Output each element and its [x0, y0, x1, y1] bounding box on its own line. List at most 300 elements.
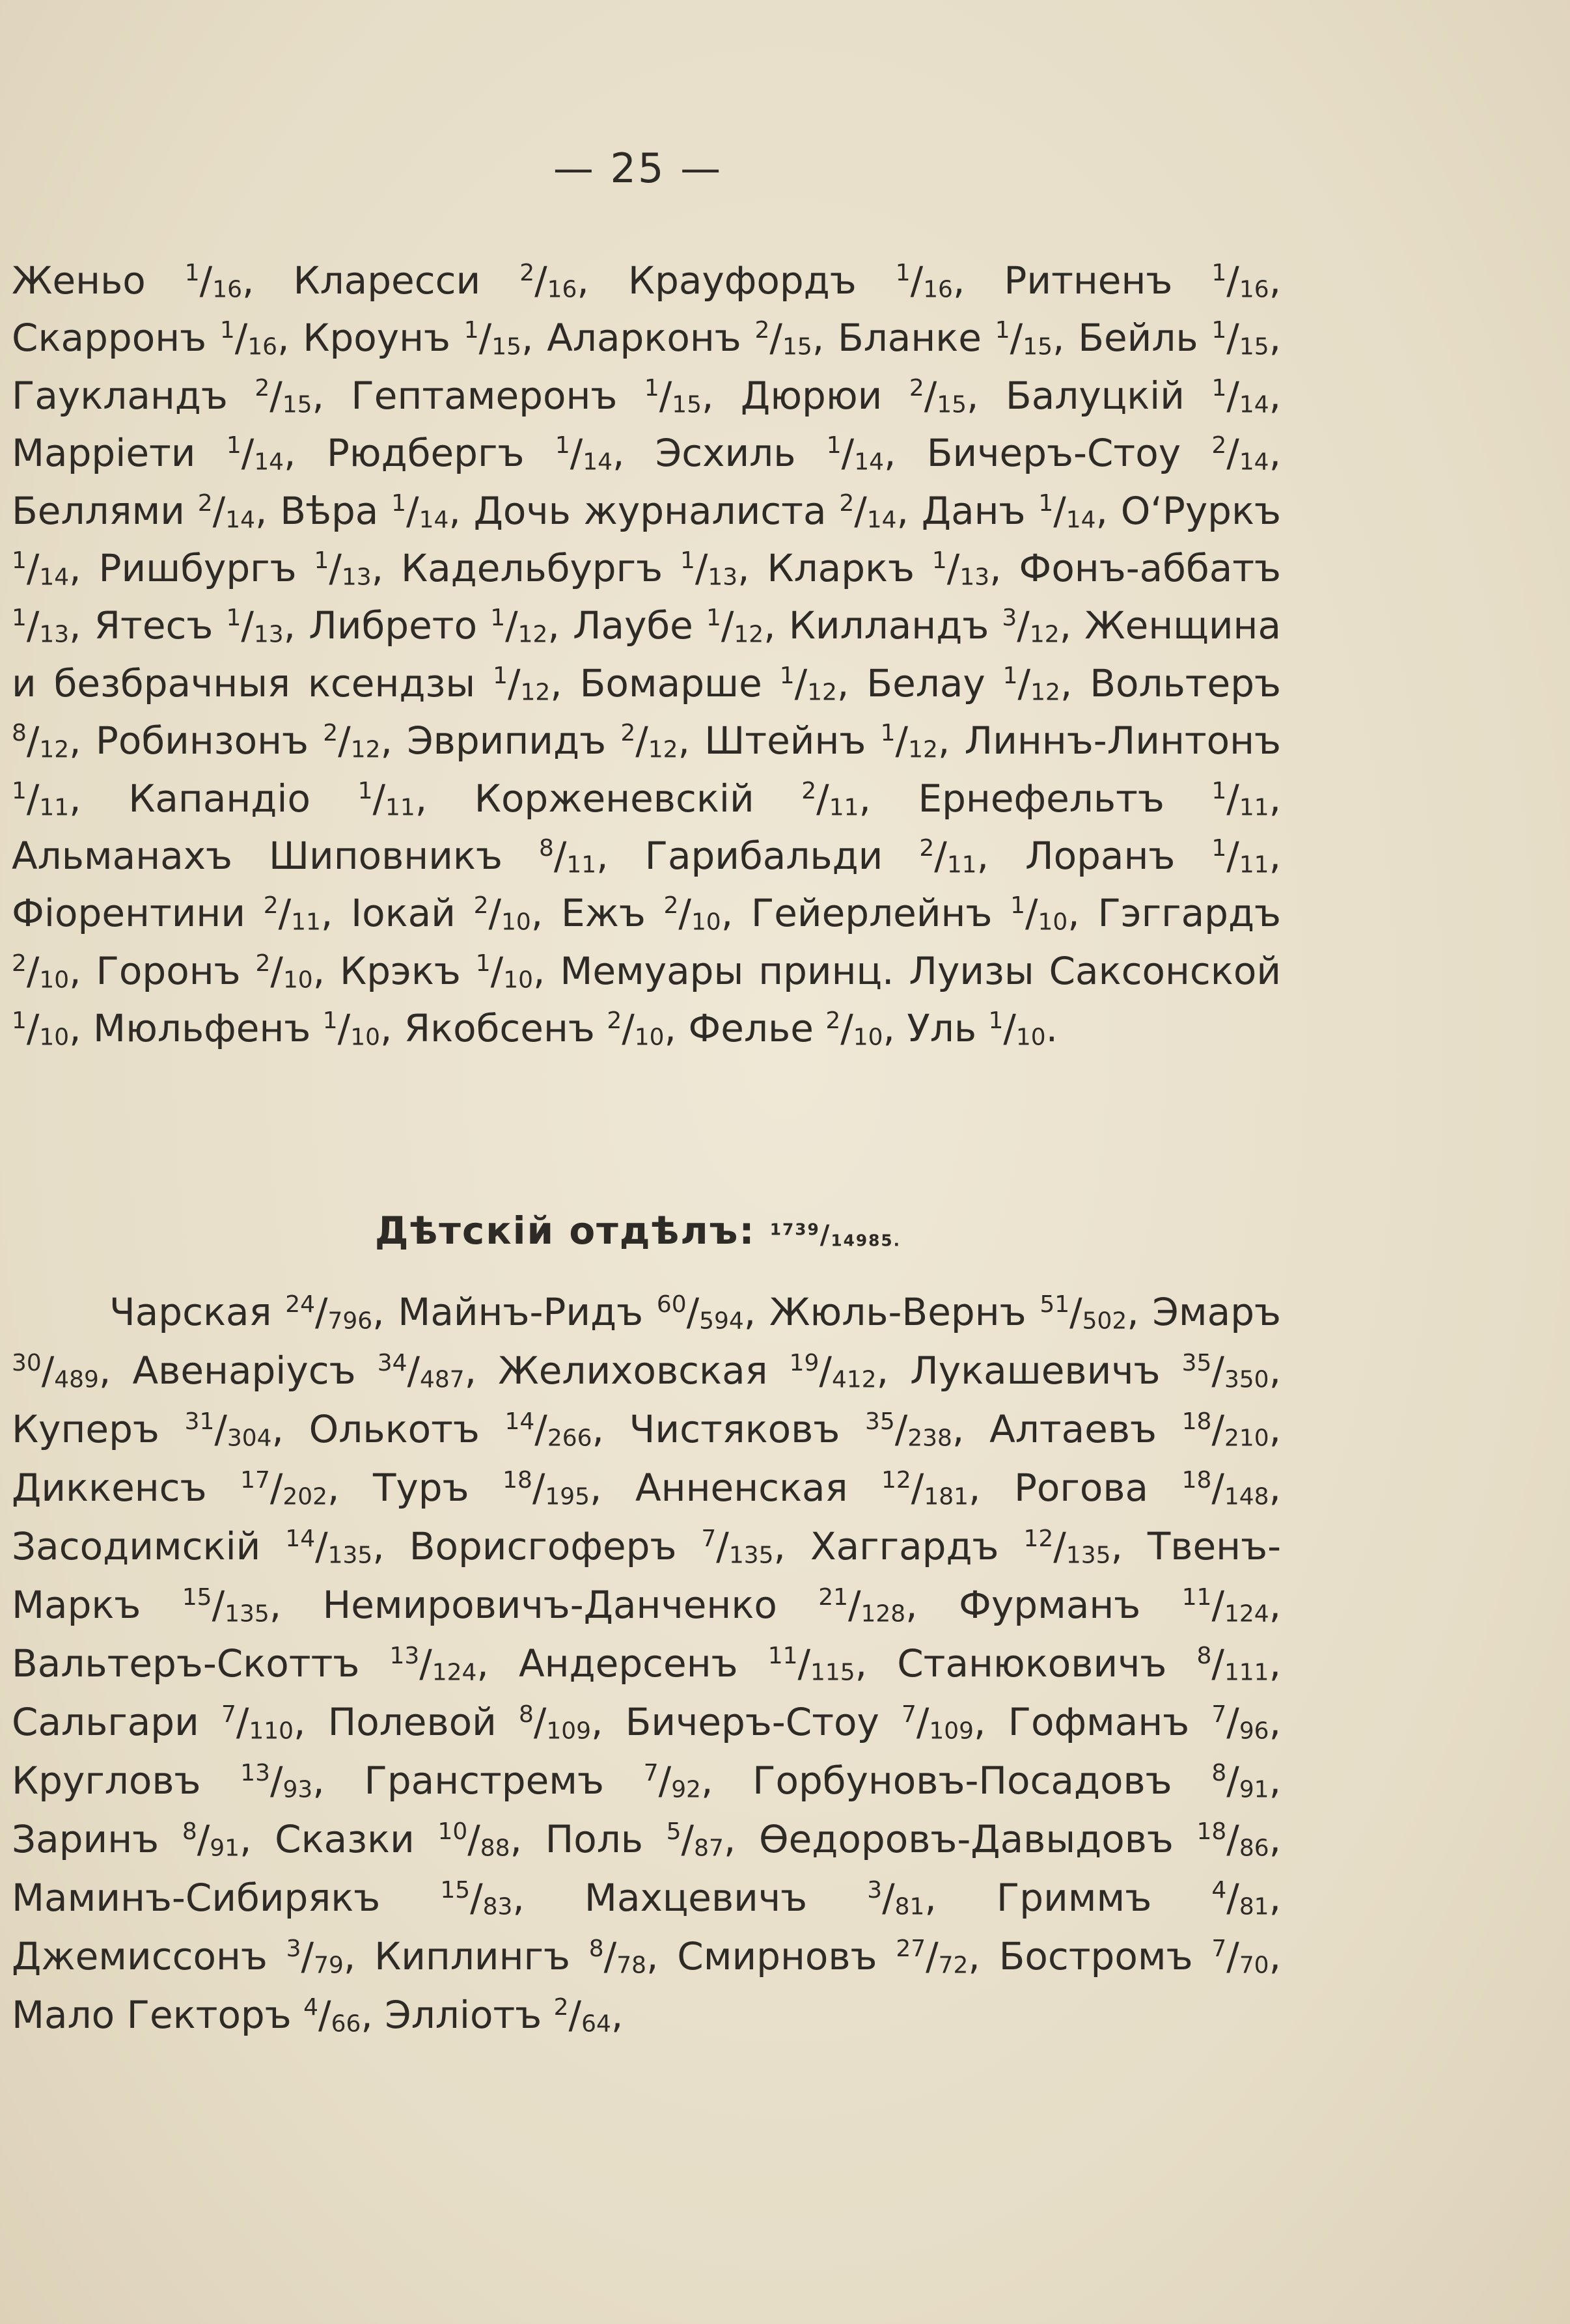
entry-count: 18 — [1196, 1818, 1227, 1846]
entry-total: 11 — [829, 794, 859, 821]
entry: Чистяковъ $^{35}/_{238}$, — [629, 1407, 990, 1452]
entry-total: 12 — [350, 736, 381, 763]
entry: Маминъ-Сибирякъ $^{15}/_{83}$, — [12, 1876, 585, 1921]
entry-name: Кроунъ — [303, 316, 464, 361]
entry-count: 27 — [896, 1935, 926, 1963]
entry-name: Станюковичъ — [897, 1641, 1197, 1686]
entry-name: Твенъ-Маркъ — [12, 1524, 1281, 1627]
entry: Крэкъ $^1/_{10}$, — [340, 948, 560, 994]
entry-name: Килландъ — [788, 603, 1002, 648]
children-entries — [12, 1290, 1281, 2037]
entry: Засодимскій $^{14}/_{135}$, — [12, 1524, 409, 1569]
entry-count: 1 — [1211, 375, 1227, 402]
entry-total: 81 — [1239, 1893, 1269, 1921]
entry-total: 202 — [282, 1483, 328, 1511]
entry-total: 135 — [728, 1542, 774, 1569]
entry-name: Гофманъ — [1008, 1700, 1212, 1744]
entry-total: 83 — [482, 1893, 513, 1921]
entry-name: Анненская — [635, 1466, 882, 1510]
entry-name: Эмаръ — [1152, 1290, 1281, 1334]
entry: Жюль-Вернъ $^{51}/_{502}$, — [769, 1290, 1153, 1335]
entry-count: 1 — [644, 375, 659, 402]
entry-count: 2 — [12, 950, 27, 977]
entry-total: 16 — [247, 333, 278, 361]
entry-count: 30 — [12, 1350, 42, 1377]
entry-name: Фонъ-аббатъ — [1019, 546, 1282, 591]
entry-name: Вальтеръ-Скоттъ — [12, 1641, 390, 1686]
entry: Кларесси $^2/_{16}$, — [293, 258, 628, 303]
entry-name: Гаукландъ — [12, 373, 255, 418]
entry-total: 13 — [341, 564, 372, 591]
entry: Олькотъ $^{14}/_{266}$, — [309, 1407, 629, 1452]
entry-count: 18 — [503, 1467, 532, 1494]
entry-name: Вѣра — [280, 488, 392, 533]
entry-count: 1 — [490, 605, 506, 632]
entry-count: 14 — [285, 1525, 316, 1553]
entry-name: Жюль-Вернъ — [769, 1290, 1040, 1334]
entry-name: Чистяковъ — [629, 1407, 865, 1451]
entry-total: 11 — [1239, 794, 1269, 821]
entry-total: 111 — [1224, 1659, 1269, 1686]
entry-count: 1 — [1211, 260, 1227, 287]
entry-total: 72 — [938, 1952, 969, 1979]
entry-total: 13 — [708, 564, 738, 591]
entry-name: Альманахъ Шиповникъ — [12, 834, 539, 879]
entry-count: 1 — [1211, 777, 1227, 804]
entry-total: 266 — [547, 1425, 592, 1452]
entry-name: Корженевскій — [474, 776, 802, 821]
entry-name: Ернефельтъ — [918, 776, 1212, 821]
entry-name: Лукашевичъ — [910, 1348, 1182, 1393]
entry-name: Полевой — [327, 1700, 519, 1744]
entry-total: 79 — [314, 1952, 344, 1979]
entry-count: 7 — [1211, 1701, 1227, 1729]
entry-name: Заринъ — [12, 1817, 182, 1861]
entry-total: 10 — [39, 1024, 70, 1051]
entry-total: 88 — [480, 1835, 510, 1862]
entry-count: 8 — [518, 1701, 534, 1729]
entry-name: Майнъ-Ридъ — [398, 1290, 657, 1334]
entry-name: Скарронъ — [12, 316, 220, 361]
entry-name: Куперъ — [12, 1407, 185, 1451]
entry-total: 14 — [254, 448, 284, 476]
entry-count: 13 — [389, 1643, 420, 1670]
entry-count: 1 — [219, 317, 235, 344]
entry-total: 12 — [734, 621, 764, 648]
entry-total: 14 — [1066, 506, 1096, 534]
entry: Горонъ $^2/_{10}$, — [96, 948, 340, 994]
entry-total: 64 — [581, 2010, 611, 2038]
entry-count: 31 — [184, 1408, 215, 1436]
entry-total: 10 — [501, 909, 531, 936]
entry-name: Дюрюи — [740, 373, 909, 418]
entry-total: 87 — [694, 1835, 724, 1862]
entry-name: Фурманъ — [959, 1583, 1182, 1627]
entry: Ришбургъ $^1/_{13}$, — [98, 546, 401, 591]
entry: Авенаріусъ $^{34}/_{487}$, — [132, 1348, 499, 1393]
entry-total: 96 — [1239, 1717, 1269, 1745]
section-total: $^{1739}/_{14985.}$ — [769, 1220, 902, 1250]
entry-total: 16 — [547, 276, 577, 303]
entry-count: 19 — [789, 1350, 819, 1377]
entry-count: 1 — [493, 663, 508, 690]
entry-total: 594 — [699, 1307, 744, 1335]
entry: Ернефельтъ $^1/_{11}$, — [918, 776, 1282, 821]
entry-count: 2 — [801, 777, 817, 804]
entry: Мемуары принц. Луизы Саксонской $^1/_{10}$, — [12, 948, 1282, 1051]
entry-total: 10 — [1038, 909, 1068, 936]
entry-name: Аларконъ — [547, 316, 755, 361]
entry-count: 8 — [538, 835, 554, 862]
entry-total: 14 — [583, 448, 613, 476]
entry-total: 115 — [810, 1659, 855, 1686]
entry-total: 135 — [327, 1542, 373, 1569]
entry-total: 195 — [545, 1483, 590, 1511]
entry-count: 1 — [680, 547, 695, 575]
entry-name: Робинзонъ — [95, 718, 324, 763]
entry: Гейерлейнъ $^1/_{10}$, — [751, 891, 1098, 936]
entry-total: 15 — [282, 391, 312, 418]
entry: Гарибальди $^2/_{11}$, — [644, 834, 1026, 879]
entry: Кроунъ $^1/_{15}$, — [303, 316, 547, 361]
entry: Корженевскій $^2/_{11}$, — [474, 776, 918, 821]
entry-count: 1 — [391, 489, 407, 517]
entry: Фелье $^2/_{10}$, — [688, 1006, 907, 1051]
entry-total: 124 — [1224, 1600, 1269, 1628]
entry: Кларкъ $^1/_{13}$, — [767, 546, 1019, 591]
entry-total: 11 — [1239, 851, 1269, 879]
entry-count: 11 — [1181, 1584, 1212, 1611]
entry-total: 14 — [1239, 391, 1269, 418]
entry-name: Капандіо — [128, 776, 358, 821]
entry: Андерсенъ $^{11}/_{115}$, — [518, 1641, 898, 1686]
entry-total: 110 — [249, 1717, 294, 1745]
entry-name: Фіорентини — [12, 891, 264, 936]
entry: Іокай $^2/_{10}$, — [351, 891, 561, 936]
entry: Поль $^5/_{87}$, — [545, 1817, 759, 1862]
entry-name: Маминъ-Сибирякъ — [12, 1876, 441, 1920]
section-heading — [0, 1209, 1276, 1253]
entry-total: 11 — [291, 909, 321, 936]
entry-total: 66 — [331, 2010, 361, 2038]
entry-total: 81 — [894, 1893, 925, 1921]
entry-count: 1 — [184, 260, 200, 287]
entry-name: Андерсенъ — [518, 1641, 768, 1686]
entry-total: 11 — [39, 794, 70, 821]
entry-total: 10 — [634, 1024, 665, 1051]
entry: Хаггардъ $^{12}/_{135}$, — [810, 1524, 1148, 1569]
entry: Лоранъ $^1/_{11}$, — [1025, 834, 1281, 879]
entry-name: Гептамеронъ — [351, 373, 644, 418]
entry: Гофманъ $^7/_{96}$, — [1008, 1700, 1281, 1745]
entry-name: Вольтеръ — [1090, 661, 1282, 705]
entry-name: Крауфордъ — [627, 258, 896, 303]
entry-count: 3 — [286, 1935, 301, 1963]
entry-name: Кругловъ — [12, 1758, 241, 1803]
entry-name: Іокай — [351, 891, 474, 936]
entry-total: 10 — [503, 966, 533, 994]
entry-count: 1 — [555, 432, 570, 459]
entry-total: 14 — [225, 506, 255, 534]
entry-count: 1 — [895, 260, 911, 287]
entry: Штейнъ $^1/_{12}$, — [704, 718, 965, 763]
entry: Гептамеронъ $^1/_{15}$, — [351, 373, 741, 418]
entry-name: Немировичъ-Данченко — [322, 1583, 819, 1627]
entry: Смирновъ $^{27}/_{72}$, — [677, 1934, 999, 1979]
entry-total: 14 — [1239, 448, 1269, 476]
entry: Рогова $^{18}/_{148}$, — [1013, 1466, 1281, 1511]
entry-name: Эврипидъ — [407, 718, 621, 763]
page-number: — 25 — — [553, 144, 723, 192]
entry-count: 1 — [12, 1007, 27, 1035]
entry-total: 16 — [923, 276, 953, 303]
entry-count: 5 — [666, 1818, 682, 1846]
entry-total: 92 — [671, 1776, 701, 1803]
entry-count: 2 — [607, 1007, 622, 1035]
entry-count: 2 — [620, 720, 636, 747]
entry-count: 2 — [255, 950, 271, 977]
entry-name: Ритненъ — [1004, 258, 1212, 303]
entry-name: Кларкъ — [767, 546, 932, 591]
entry-name: Дочь журналиста — [473, 488, 840, 533]
entry-total: 78 — [616, 1952, 646, 1979]
entry-total: 181 — [924, 1483, 969, 1511]
entry: Гэггардъ $^2/_{10}$, — [12, 891, 1282, 994]
entry: Диккенсъ $^{17}/_{202}$, — [12, 1466, 373, 1511]
entry-count: 1 — [322, 1007, 338, 1035]
entry-count: 4 — [303, 1994, 319, 2021]
entry-count: 1 — [706, 605, 721, 632]
entry-count: 1 — [357, 777, 373, 804]
entry-total: 135 — [225, 1600, 269, 1628]
entry-name: Горбуновъ-Посадовъ — [752, 1758, 1212, 1803]
entry-count: 60 — [656, 1291, 687, 1319]
entry-name: Либрето — [309, 603, 491, 648]
entry-total: 502 — [1082, 1307, 1127, 1335]
entry-count: 13 — [240, 1760, 270, 1787]
entry-name: О‘Руркъ — [1120, 488, 1281, 533]
entry: Кругловъ $^{13}/_{93}$, — [12, 1758, 365, 1803]
entry: Гранстремъ $^7/_{92}$, — [364, 1758, 753, 1803]
entry-count: 4 — [1211, 1877, 1227, 1904]
entry-total: 11 — [385, 794, 415, 821]
entry: Ѳедоровъ-Давыдовъ $^{18}/_{86}$, — [758, 1817, 1282, 1862]
entry-count: 1 — [12, 605, 27, 632]
entry-total: 13 — [39, 621, 70, 648]
entry: Линнъ-Линтонъ $^1/_{11}$, — [12, 718, 1282, 821]
entry: Горбуновъ-Посадовъ $^8/_{91}$, — [752, 1758, 1281, 1803]
entry: Сальгари $^7/_{110}$, — [12, 1700, 328, 1745]
entry: Ритненъ $^1/_{16}$, — [1004, 258, 1282, 303]
entry-name: Беллями — [12, 488, 198, 533]
section-title: Дѣтскій отдѣлъ: — [374, 1209, 756, 1253]
entry-count: 2 — [519, 260, 535, 287]
entry-count: 1 — [226, 605, 241, 632]
entry-count: 1 — [226, 432, 241, 459]
entry-total: 15 — [782, 333, 812, 361]
entry: Скарронъ $^1/_{16}$, — [12, 316, 303, 361]
entry: Гриммъ $^4/_{81}$, — [996, 1876, 1281, 1921]
entry-total: 15 — [937, 391, 967, 418]
entry: Фонъ-аббатъ $^1/_{13}$, — [12, 546, 1282, 648]
entry-count: 17 — [240, 1467, 270, 1494]
entry-count: 10 — [437, 1818, 468, 1846]
entry-name: Данъ — [921, 488, 1039, 533]
entry: Киплингъ $^8/_{78}$, — [374, 1934, 678, 1979]
entry: Ворисгоферъ $^7/_{135}$, — [409, 1524, 810, 1569]
entry-name: Мало Гекторъ — [12, 1993, 304, 2037]
entry-total: 109 — [929, 1717, 974, 1745]
entry-name: Гэггардъ — [1097, 891, 1282, 936]
entry-count: 2 — [323, 720, 338, 747]
entry-name: Лоранъ — [1025, 834, 1212, 879]
entry: Сказки $^{10}/_{88}$, — [275, 1817, 545, 1862]
entry-total: 412 — [831, 1366, 877, 1393]
entry: Эмаръ $^{30}/_{489}$, — [12, 1290, 1281, 1393]
entry-total: 11 — [566, 851, 597, 879]
entry: Мало Гекторъ $^4/_{66}$, — [12, 1993, 385, 2038]
entry-count: 18 — [1181, 1408, 1212, 1436]
entry-total: 13 — [253, 621, 284, 648]
entry-name: Смирновъ — [677, 1934, 896, 1978]
entry-name: Якобсенъ — [404, 1006, 607, 1051]
entry-name: Гарибальди — [644, 834, 920, 879]
entry-total: 10 — [853, 1024, 883, 1051]
entry-total: 350 — [1224, 1366, 1269, 1393]
entry-count: 1 — [880, 720, 896, 747]
entry-count: 7 — [701, 1525, 717, 1553]
entry-total: 210 — [1224, 1425, 1269, 1452]
entry-name: Гейерлейнъ — [751, 891, 1011, 936]
entry: Туръ $^{18}/_{195}$, — [373, 1466, 635, 1511]
entry: Алтаевъ $^{18}/_{210}$, — [989, 1407, 1282, 1452]
entry-name: Алтаевъ — [989, 1407, 1182, 1451]
entry-name: Киплингъ — [374, 1934, 589, 1978]
entry-total: 12 — [1030, 679, 1060, 706]
entry-total: 12 — [39, 736, 70, 763]
entry-total: 16 — [212, 276, 242, 303]
entry-total: 489 — [54, 1366, 99, 1393]
entry-count: 1 — [12, 547, 27, 575]
entry-count: 2 — [255, 375, 270, 402]
entry-name: Ворисгоферъ — [409, 1524, 702, 1568]
entry: Заринъ $^8/_{91}$, — [12, 1817, 275, 1862]
entry: Твенъ-Маркъ $^{15}/_{135}$, — [12, 1524, 1281, 1628]
entry-count: 1 — [1211, 317, 1227, 344]
entry-count: 14 — [504, 1408, 535, 1436]
entry: Фурманъ $^{11}/_{124}$, — [959, 1583, 1282, 1628]
entry-count: 1 — [1211, 835, 1227, 862]
entry: Килландъ $^3/_{12}$, — [788, 603, 1085, 648]
entry-count: 8 — [1211, 1760, 1227, 1787]
entry-total: 15 — [672, 391, 702, 418]
entry-name: Чарская — [109, 1290, 286, 1334]
entry-name: Засодимскій — [12, 1524, 286, 1568]
entry-total: 15 — [1023, 333, 1053, 361]
entry-total: 12 — [520, 679, 551, 706]
entry-count: 12 — [881, 1467, 911, 1494]
entry-count: 51 — [1040, 1291, 1070, 1319]
entry-count: 2 — [263, 892, 279, 920]
entry: Аларконъ $^2/_{15}$, — [547, 316, 838, 361]
entry: Белау $^1/_{12}$, — [866, 661, 1090, 706]
entry-total: 109 — [546, 1717, 591, 1745]
entry: Мюльфенъ $^1/_{10}$, — [93, 1006, 404, 1051]
entry-count: 8 — [182, 1818, 197, 1846]
entry-total: 10 — [350, 1024, 380, 1051]
entry-name: Желиховская — [498, 1348, 790, 1393]
entry-count: 21 — [818, 1584, 848, 1611]
entry-name: Ежъ — [560, 891, 664, 936]
entry-count: 18 — [1181, 1467, 1212, 1494]
entry: Женьо $^1/_{16}$, — [12, 258, 294, 303]
entry-total: 124 — [432, 1659, 477, 1686]
entry-name: Уль — [907, 1006, 989, 1051]
entry-count: 1 — [12, 777, 27, 804]
entry: Данъ $^1/_{14}$, — [921, 488, 1121, 534]
entry-name: Олькотъ — [309, 1407, 505, 1451]
entry-count: 3 — [1002, 605, 1017, 632]
entry-total: 487 — [420, 1366, 465, 1393]
entry-total: 10 — [691, 909, 721, 936]
entry: Куперъ $^{31}/_{304}$, — [12, 1407, 309, 1452]
entry-total: 796 — [327, 1307, 373, 1335]
entry: Якобсенъ $^2/_{10}$, — [404, 1006, 689, 1051]
entry-name: Линнъ-Линтонъ — [964, 718, 1282, 763]
entry-count: 1 — [995, 317, 1010, 344]
entry-name: Бомарше — [579, 661, 780, 705]
entry-name: Ятесъ — [94, 603, 227, 648]
entry: Марріети $^1/_{14}$, — [12, 431, 327, 476]
entry: Женщина и безбрачныя ксендзы $^1/_{12}$, — [12, 603, 1282, 706]
entry-name: Гриммъ — [996, 1876, 1212, 1920]
entry: Ятесъ $^1/_{13}$, — [94, 603, 309, 648]
entry: Бичеръ-Стоу $^7/_{109}$, — [625, 1700, 1008, 1745]
entry: Ежъ $^2/_{10}$, — [560, 891, 751, 936]
entry-count: 2 — [909, 375, 924, 402]
entry: Дюрюи $^2/_{15}$, — [740, 373, 1006, 418]
adult-section-list — [12, 252, 1281, 1058]
entry: Кадельбургъ $^1/_{13}$, — [400, 546, 767, 591]
entry-total: 304 — [227, 1425, 272, 1452]
entry-count: 2 — [473, 892, 489, 920]
entry-name: Женщина и безбрачныя ксендзы — [12, 603, 1282, 705]
entry-count: 1 — [931, 547, 947, 575]
entry: Вольтеръ $^8/_{12}$, — [12, 661, 1282, 763]
entry-name: Бейль — [1078, 316, 1212, 361]
entry-name: Бланке — [837, 316, 995, 361]
entry-name: Джемиссонъ — [12, 1934, 286, 1978]
entry-total: 14 — [419, 506, 449, 534]
entry-total: 70 — [1239, 1952, 1269, 1979]
entry: Балуцкій $^1/_{14}$, — [1005, 373, 1282, 418]
entry: Джемиссонъ $^3/_{79}$, — [12, 1934, 375, 1979]
entry-total: 148 — [1224, 1483, 1269, 1511]
entry: Фіорентини $^2/_{11}$, — [12, 891, 351, 936]
entry: Вальтеръ-Скоттъ $^{13}/_{124}$, — [12, 1641, 519, 1686]
entry-total: 14 — [854, 448, 884, 476]
entry-count: 2 — [553, 1994, 569, 2021]
entry-name: Бостромъ — [998, 1934, 1212, 1978]
entry: Бичеръ-Стоу $^2/_{14}$, — [926, 431, 1281, 476]
entry-name: Мемуары принц. Луизы Саксонской — [560, 948, 1282, 993]
entry-count: 15 — [440, 1877, 471, 1904]
entry-total: 11 — [946, 851, 977, 879]
entry: Станюковичъ $^8/_{111}$, — [897, 1641, 1281, 1686]
entry-total: 135 — [1066, 1542, 1111, 1569]
entry-name: Авенаріусъ — [132, 1348, 378, 1393]
entry: Лаубе $^1/_{12}$, — [572, 603, 789, 648]
